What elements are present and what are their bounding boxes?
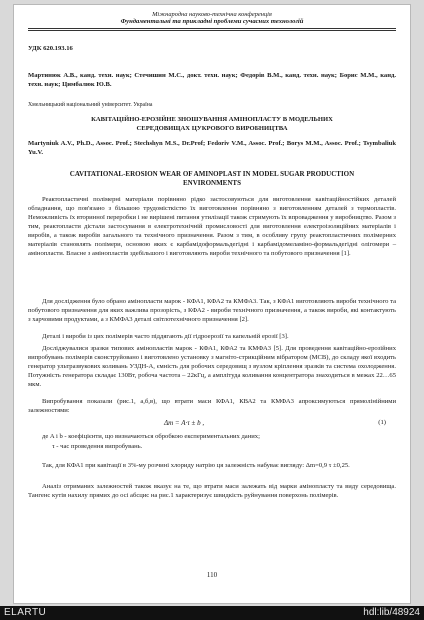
document-page — [14, 5, 410, 603]
page-number: 110 — [206, 571, 218, 579]
authors-en: Martyniuk A.V., Ph.D., Assoc. Prof.; Stechshyn M.S., Dr.Prof; Fedoriv V.M., Assoc. Prof.; Borys M.M., Assoc. Prof.; Tsymbaliuk Yu.V. — [28, 140, 396, 156]
authors-ua: Мартинюк А.В., канд. техн. наук; Стечишин М.С., докт. техн. наук; Федорів В.М., канд. техн. наук; Борис М.М., канд. техн. наук; Цимбалюк Ю.В. — [28, 72, 396, 88]
formula-1: Δm = A·τ ± b , — [164, 419, 205, 427]
paragraph-4: Досліджувалися зразки типових амінопластів марок - КФА1, КФА2 та КМФА3 [5]. Для проведення кавітаційно-ерозійних випробувань полімерів сконструйовано і виготовлено установку з магніто-стрикційним вібратором (МСВ), до складу якої входить генератор ультразвукових коливань УЗДН-А, ємність для робочих середовищ з вузлом кріплення зразків та система охолодження. Потужність генератора складає 130Вт, робоча частота – 22кГц, а амплітуда коливання концентратора знаходиться в межах 22…65 мкм. — [28, 345, 396, 388]
formula-where-1: де A і b - коефіцієнти, що визначаються обробкою експериментальних даних; — [42, 433, 260, 440]
paragraph-3: Деталі і вироби із цих полімерів часто піддягають дії гідроерозії та капельній ерозії [3]. — [42, 333, 289, 340]
paragraph-1: Реактопластичні полімерні матеріали порівняно рідко застосовуються для виготовлення кавітаційностійких деталей обладнання, що пов'язано з більшою трудомісткістю їх виготовлення порівняно з виготовленням деталей з термопластів. Неможливість їх вторинної переробки і не вирішені питання утилізації також стримують їх впровадження у виробництво. Разом з тим, реактопласти дістали застосування в електротехнічній промисловості для виготовлення електроізоляційних матеріалів і виробів, а також виробів загального та технічного призначення. Разом з тим, в особливу групу реактопластичних полімерних матеріалів становлять полімери, основою яких є карбамідоформальдегідні і карбамідомеламіно-формальдегідні олігомери – амінопласти. Власне з амінопластів здебільшого і виготовляють вироби технічного та побутового призначення [1]. — [28, 196, 396, 257]
formula-where-2: τ - час проведення випробувань. — [52, 443, 143, 450]
udk-code: УДК 620.193.16 — [28, 45, 73, 52]
header-rule — [28, 28, 396, 29]
header-rule-2 — [28, 30, 396, 31]
paragraph-6: Так, для КФА1 при кавітації в 3%-му розчині хлориду натрію ця залежність набуває вигляду: Δm=0,9 τ ±0,25. — [42, 462, 350, 469]
repository-name: ELARTU — [4, 607, 47, 618]
conference-header: Міжнародна науково-технічна конференція — [152, 11, 272, 18]
title-ua: КАВІТАЦІЙНО-ЕРОЗІЙНЕ ЗНОШУВАННЯ АМІНОПЛАСТУ В МОДЕЛЬНИХ СЕРЕДОВИЩАХ ЦУКРОВОГО ВИРОБНИЦТВА — [91, 116, 333, 132]
paragraph-2: Для дослідження було обрано амінопласти марок - КФА1, КФА2 та КМФА3. Так, з КФА1 виготовляють вироби технічного та побутового призначення для яких важлива прозорість, з КФА2 - вироби технічного призначення, а також вироби, які контактують з харчовими продуктами, а з КМФА3 деталі світлотехнічного призначення [2]. — [28, 298, 396, 323]
handle-id: hdl:lib/48924 — [363, 607, 420, 618]
paragraph-5: Випробування показали (рис.1, а,б,в), що втрати маси КФА1, КВА2 та КМФА3 апроксимуються прямолінійними залежностями: — [28, 398, 396, 414]
title-en: CAVITATIONAL-EROSION WEAR OF AMINOPLAST IN MODEL SUGAR PRODUCTION ENVIRONMENTS — [69, 170, 355, 187]
repository-footer — [0, 606, 424, 620]
conference-title: Фундаментальні та прикладні проблеми сучасних технологій — [120, 18, 304, 25]
formula-number: (1) — [378, 419, 386, 426]
paragraph-7: Аналіз отриманих залежностей також вказує на те, що втрати маси залежать від марки амінопласту та виду середовища. Тангенс кутів нахилу прямих до осі абсцис на рис.1 характеризує швидкість руйнування поверхонь полімерів. — [28, 483, 396, 499]
affiliation: Хмельницький національний університет. Україна — [28, 102, 153, 108]
